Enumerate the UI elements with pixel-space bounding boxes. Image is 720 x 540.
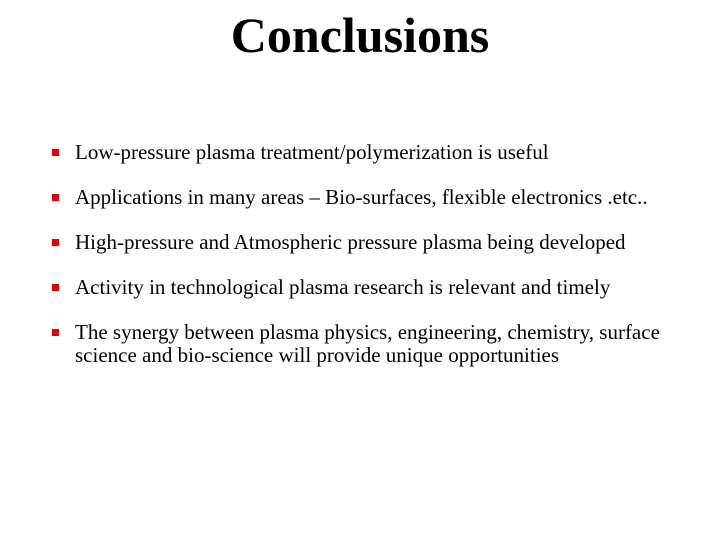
bullet-text: Applications in many areas – Bio-surfaces, flexible electronics .etc.. — [75, 185, 648, 209]
bullet-list — [48, 141, 668, 389]
bullet-item — [48, 321, 668, 367]
square-bullet-icon — [52, 284, 59, 291]
square-bullet-icon — [52, 239, 59, 246]
bullet-item — [48, 141, 668, 164]
bullet-item — [48, 231, 668, 254]
slide-title: Conclusions — [230, 7, 490, 63]
square-bullet-icon — [52, 149, 59, 156]
square-bullet-icon — [52, 194, 59, 201]
bullet-text: Low-pressure plasma treatment/polymerization is useful — [75, 140, 549, 164]
bullet-item — [48, 186, 668, 209]
square-bullet-icon — [52, 329, 59, 336]
bullet-text: High-pressure and Atmospheric pressure plasma being developed — [75, 230, 626, 254]
bullet-item — [48, 276, 668, 299]
bullet-text: The synergy between plasma physics, engineering, chemistry, surface science and bio-science will provide unique opportunities — [75, 320, 660, 367]
bullet-text: Activity in technological plasma research is relevant and timely — [75, 275, 611, 299]
